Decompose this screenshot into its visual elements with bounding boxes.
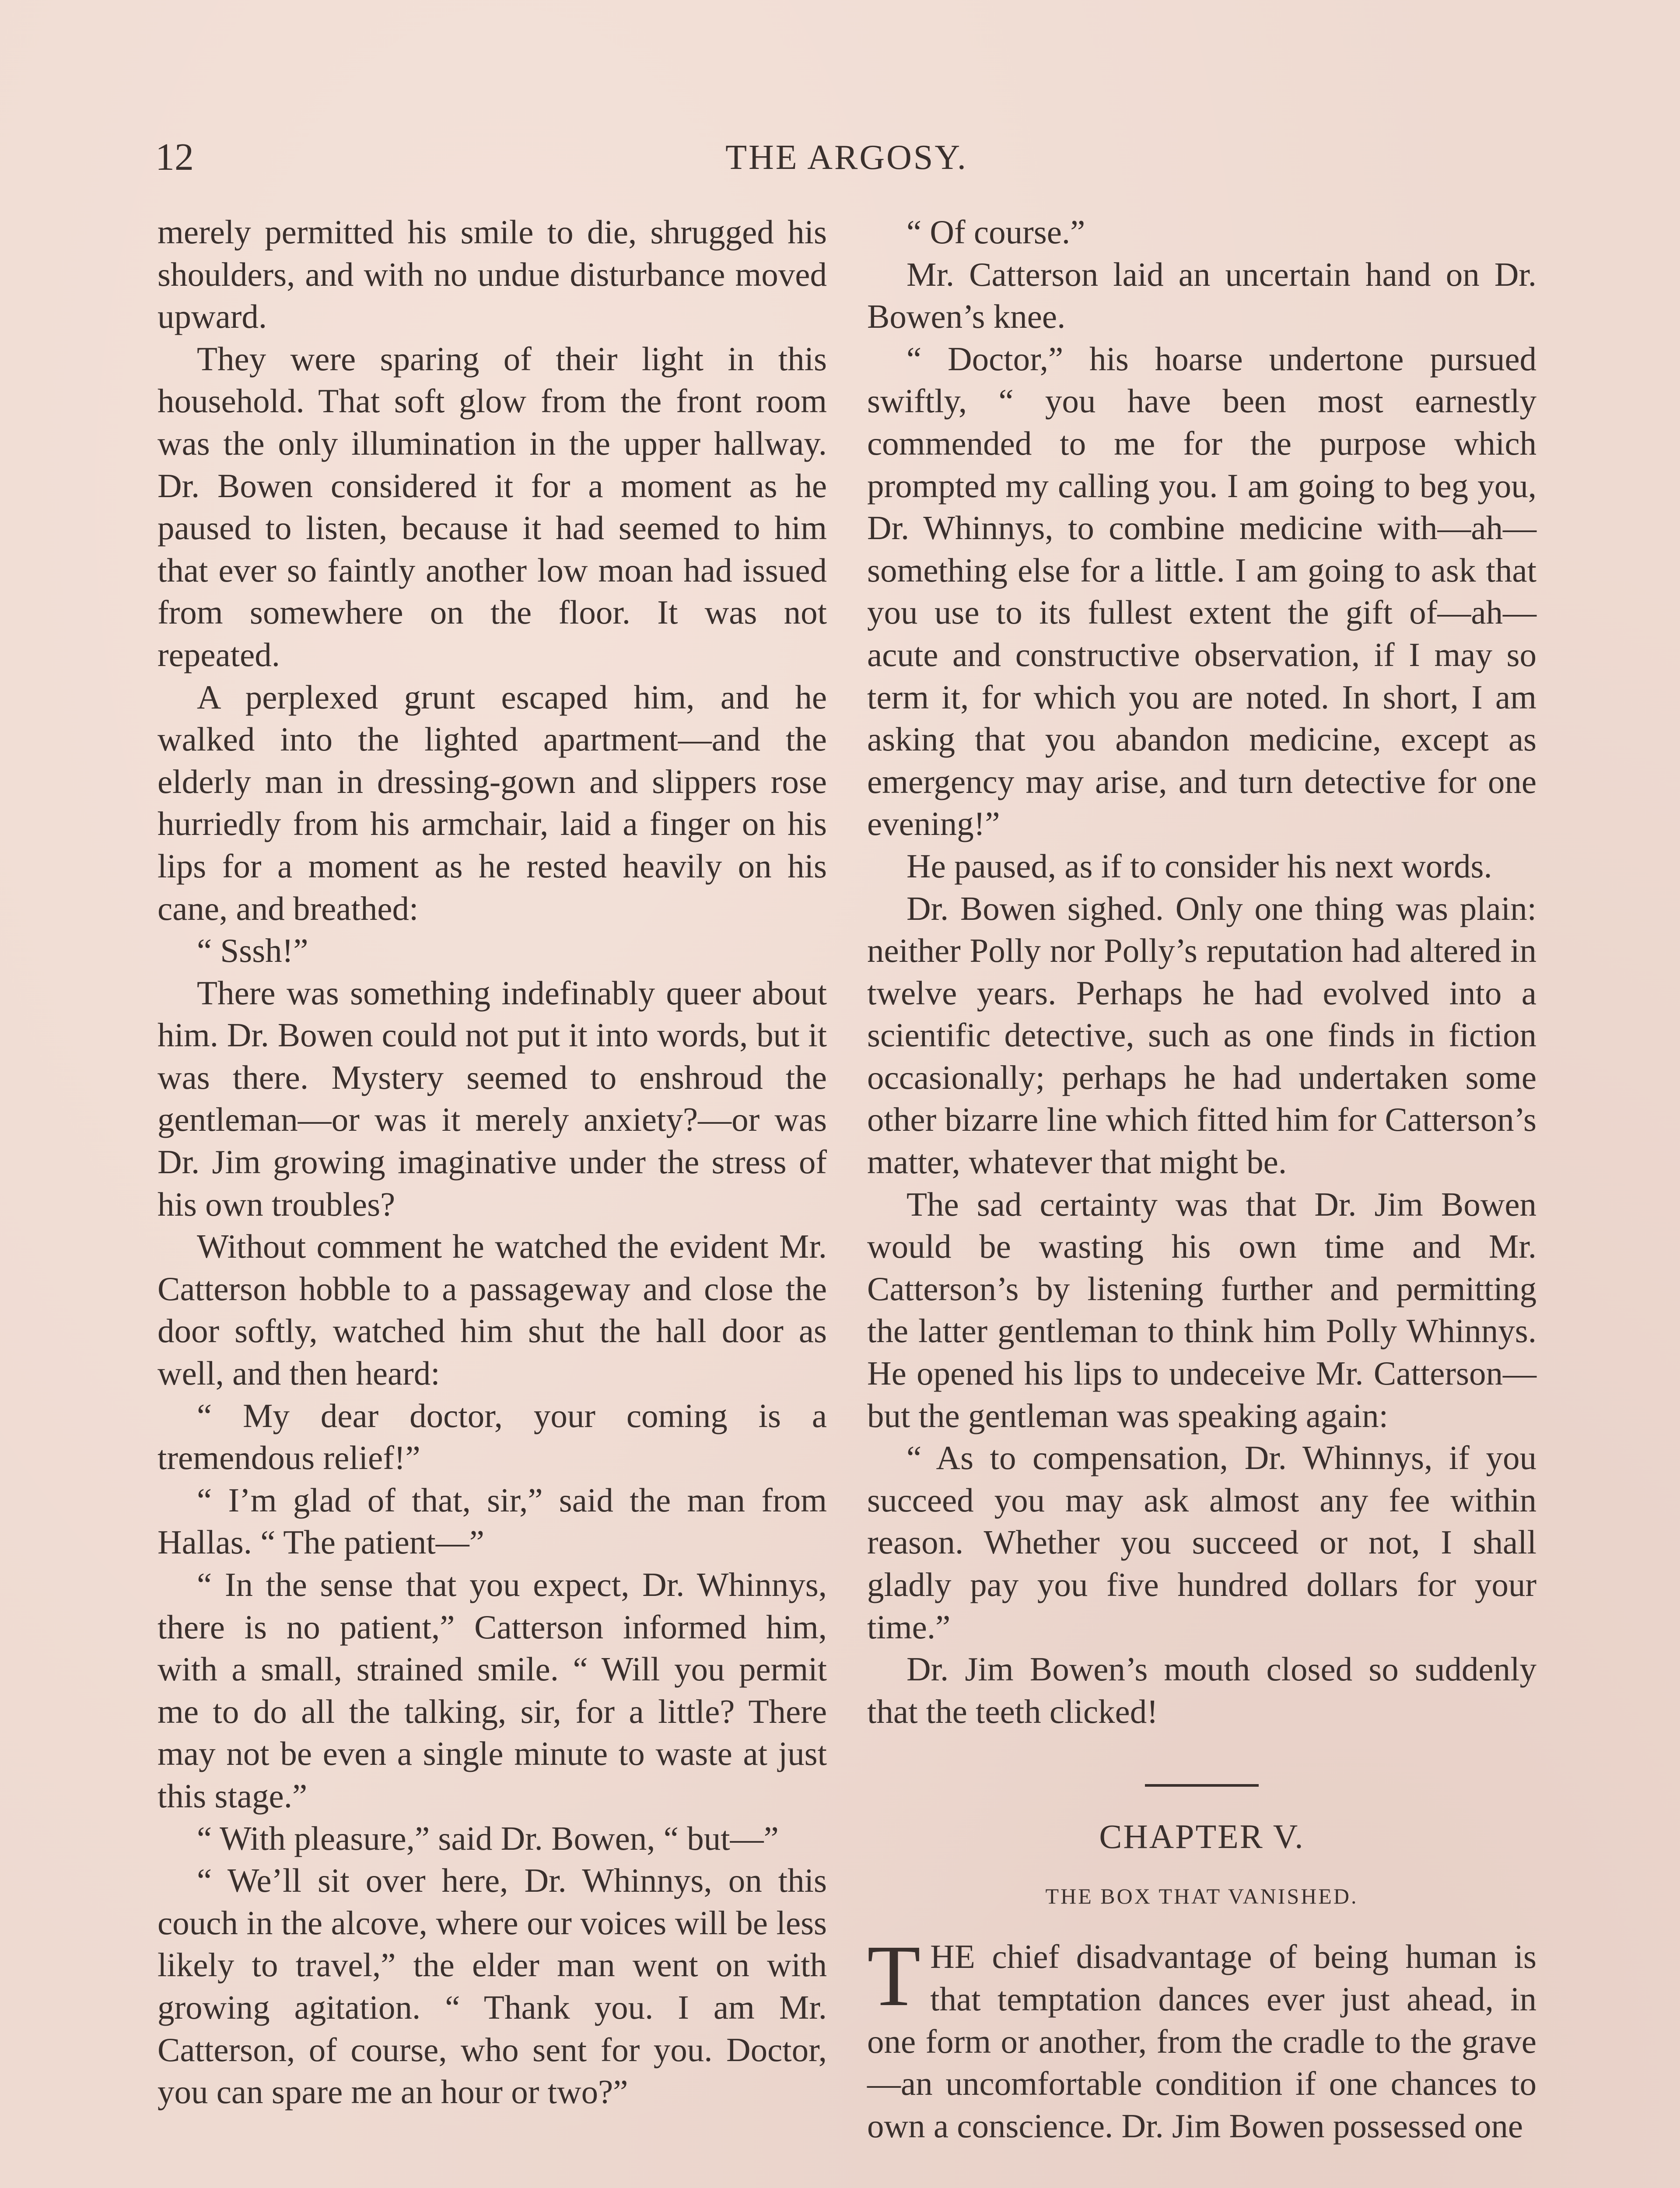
paragraph: They were sparing of their light in this household. That soft glow from the front room was the only illumination in the upper hallway. Dr. Bowen considered it for a moment as he paused to listen, because it had seemed to him that ever so faintly another low moan had issued from somewhere on the floor. It was not repeated.: [158, 340, 827, 673]
chapter-opening-paragraph: [867, 1928, 1536, 2147]
paragraph: “ In the sense that you expect, Dr. Whinnys, there is no patient,” Catterson informed him, with a small, strained smile. “ Will you permit me to do all the talking, sir, for a little? There may not be even a single minute to waste at just this stage.”: [158, 1566, 827, 1815]
chapter-heading: CHAPTER V.: [1099, 1817, 1305, 1856]
left-column: [158, 211, 827, 2113]
paragraph: Mr. Catterson laid an uncertain hand on Dr. Bowen’s knee.: [867, 255, 1536, 336]
paragraph: Without comment he watched the evident Mr. Catterson hobble to a passageway and close the door softly, watched him shut the hall door as well, and then heard:: [158, 1227, 827, 1392]
paragraph: “ Doctor,” his hoarse undertone pursued swiftly, “ you have been most earnestly commended to me for the purpose which prompted my calling you. I am going to beg you, Dr. Whinnys, to combine medicine with—ah—something else for a little. I am going to ask that you use to its fullest extent the gift of—ah—acute and constructive observation, if I may so term it, for which you are noted. In short, I am asking that you abandon medicine, except as emergency may arise, and turn detective for one evening!”: [867, 340, 1536, 843]
page-header: [155, 131, 1538, 184]
paragraph: merely permitted his smile to die, shrugged his shoulders, and with no undue disturbance moved upward.: [158, 213, 827, 336]
paragraph: “ Of course.”: [906, 213, 1085, 251]
paragraph: “ I’m glad of that, sir,” said the man from Hallas. “ The patient—”: [158, 1481, 827, 1561]
paragraph: He paused, as if to consider his next words.: [906, 847, 1492, 885]
paragraph: The sad certainty was that Dr. Jim Bowen would be wasting his own time and Mr. Catterson’s by listening further and permitting the latter gentleman to think him Polly Whinnys. He opened his lips to undeceive Mr. Catterson—but the gentleman was speaking again:: [867, 1185, 1536, 1434]
page-number: 12: [155, 136, 194, 179]
right-column: [867, 211, 1536, 2147]
paragraph: “ Sssh!”: [197, 932, 308, 970]
running-title: THE ARGOSY.: [725, 138, 968, 177]
chapter-subtitle: THE BOX THAT VANISHED.: [1045, 1884, 1358, 1909]
section-divider: [1145, 1784, 1259, 1787]
paragraph: “ With pleasure,” said Dr. Bowen, “ but—”: [197, 1819, 779, 1857]
paragraph: “ As to compensation, Dr. Whinnys, if you succeed you may ask almost any fee within reason. Whether you succeed or not, I shall gladly pay you five hundred dollars for your time.”: [867, 1439, 1536, 1646]
paragraph: “ My dear doctor, your coming is a tremendous relief!”: [158, 1396, 827, 1477]
paragraph: There was something indefinably queer about him. Dr. Bowen could not put it into words, but it was there. Mystery seemed to enshroud the gentleman—or was it merely anxiety?—or was Dr. Jim growing imaginative under the stress of his own troubles?: [158, 974, 827, 1223]
paragraph: “ We’ll sit over here, Dr. Whinnys, on this couch in the alcove, where our voices will be less likely to travel,” the elder man went on with growing agitation. “ Thank you. I am Mr. Catterson, of course, who sent for you. Doctor, you can spare me an hour or two?”: [158, 1862, 827, 2111]
paragraph: A perplexed grunt escaped him, and he walked into the lighted apartment—and the elderly man in dressing-gown and slippers rose hurriedly from his armchair, laid a finger on his lips for a moment as he rested heavily on his cane, and breathed:: [158, 678, 827, 927]
chapter-opening-text: HE chief disadvantage of being human is that temptation dances ever just ahead, in one form or another, from the cradle to the grave—an uncomfortable condition if one chances to own a conscience. Dr. Jim Bowen possessed one: [867, 1938, 1536, 2145]
paragraph: Dr. Bowen sighed. Only one thing was plain: neither Polly nor Polly’s reputation had altered in twelve years. Perhaps he had evolved into a scientific detective, such as one finds in fiction occasionally; perhaps he had undertaken some other bizarre line which fitted him for Catterson’s matter, whatever that might be.: [867, 889, 1536, 1181]
paragraph: Dr. Jim Bowen’s mouth closed so suddenly that the teeth clicked!: [867, 1650, 1536, 1730]
drop-cap: T: [867, 1928, 921, 2025]
